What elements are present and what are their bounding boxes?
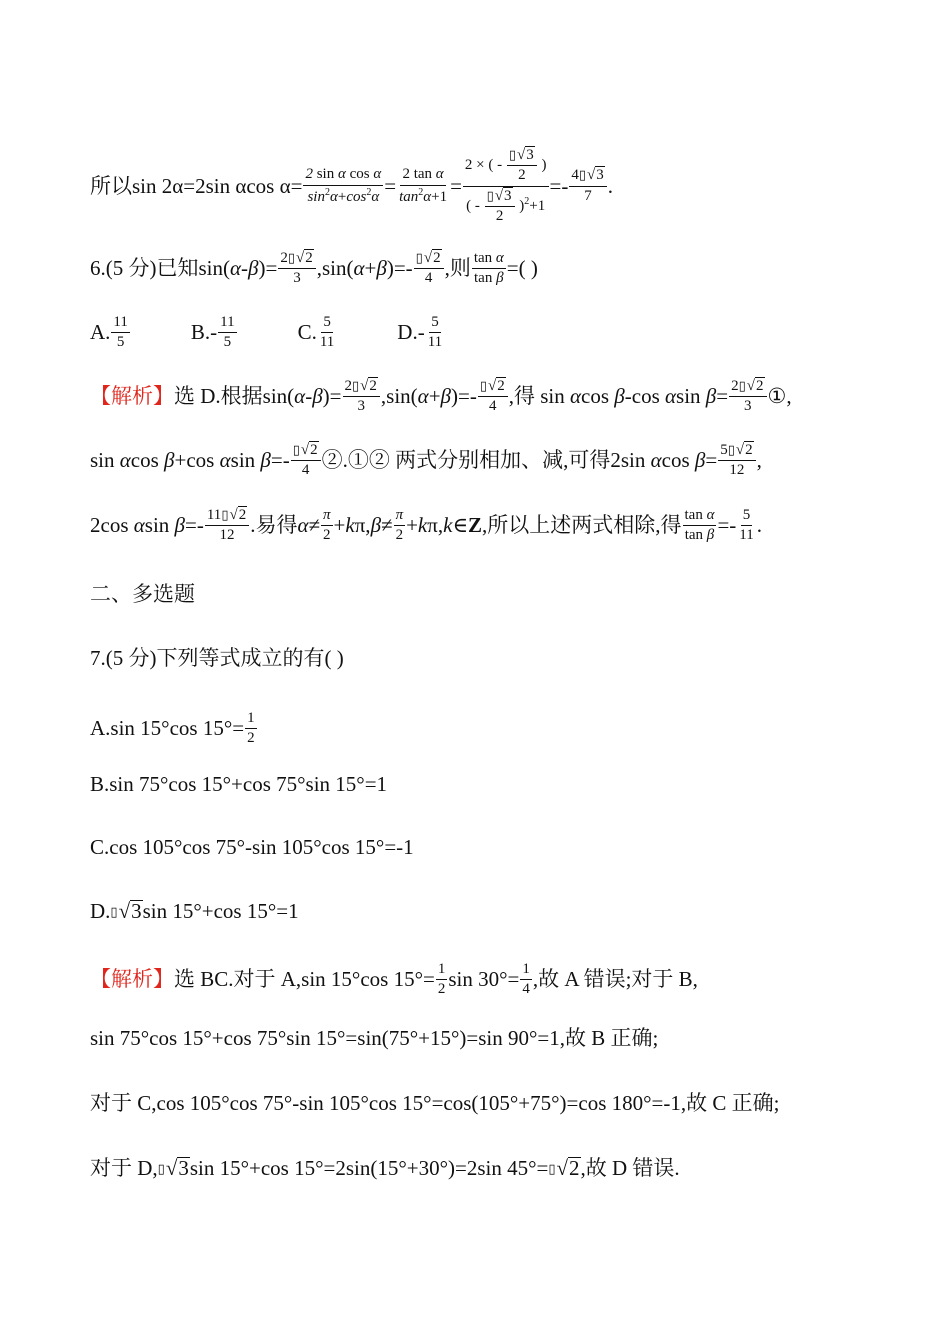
q7-option-d: D. ▯ √ 3 sin 15°+cos 15°=1 — [90, 898, 299, 923]
analysis-6-line-3: 2cos αsin β=- $\frac{11▯√2}{12}$ .易得 α ≠ $\frac{\pi}{2}$ +kπ,β≠ $\frac{\pi}{2}$ +kπ,k∈Z, 所以上述两式相除,得 $\frac{\text{tan α}}{\text{tan β}}$ =- $\frac{5}{11}$ . — [90, 507, 762, 544]
question-stem: 6.(5 分)已知 — [90, 256, 199, 281]
text: sin 15°+cos 15°=2sin(15°+30°)=2sin 45°= — [189, 1155, 549, 1180]
question-7 — [90, 648, 880, 669]
q7-option-b — [90, 774, 880, 795]
analysis-7-line-2 — [90, 1028, 880, 1049]
option-d-label: D.- — [397, 320, 425, 345]
fraction: $\frac{4▯√3}{7}$ — [569, 167, 606, 205]
analysis-7-line-4: 对于 D, ▯ √ 3 sin 15°+cos 15°=2sin(15°+30°)=2sin 45°= ▯ √ 2 ,故 D 错误. — [90, 1155, 680, 1180]
option-a-label: A. — [90, 320, 111, 345]
text: ②.①② 两式分别相加、减,可得 — [321, 448, 611, 473]
text: 所以 — [90, 173, 132, 198]
analysis-6-line-2: sin αcos β+cos αsin β=- $\frac{▯√2}{4}$ ②.①② 两式分别相加、减,可得 2sin αcos β= $\frac{5▯√2}{12}$ , — [90, 442, 762, 479]
solution-line-1: 所以 sin 2α=2sin αcos α= $\frac{\text{2 sin α cos α}}{\sin^2\alpha+\cos^2\alpha}$ = $\frac{\text{2 tan α}}{\tan^2\alpha+1}$ = 2 × ( - $\frac{▯√3}{2}$ ) ( - $\frac{▯√3}{2}$ )$^2$+1 =- $\frac{4▯√3}{7}$ . — [90, 147, 613, 224]
math: sin 2α=2sin αcos α= — [132, 173, 303, 198]
analysis-label: 【解析】 — [90, 967, 174, 992]
section-heading: 二、多选题 — [90, 582, 195, 606]
analysis-label: 【解析】 — [90, 384, 174, 409]
fraction: $\frac{\text{2 tan α}}{\tan^2\alpha+1}$ — [399, 166, 448, 205]
q7-option-c — [90, 837, 880, 858]
question-tail: =( ) — [506, 256, 538, 281]
text: sin 30°= — [448, 967, 520, 992]
section-title — [90, 584, 880, 605]
option-text: B.sin 75°cos 15°+cos 75°sin 15°=1 — [90, 772, 388, 796]
option-b-label: B.- — [190, 320, 218, 345]
text: ,故 A 错误;对于 B, — [532, 967, 698, 992]
analysis-7-line-1: 【解析】 选 BC.对于 A,sin 15°cos 15°= $\frac{1}{2}$ sin 30°= $\frac{1}{4}$ ,故 A 错误;对于 B, — [90, 961, 698, 998]
fraction: 2 × ( - $\frac{▯√3}{2}$ ) ( - $\frac{▯√3}{2}$ )$^2$+1 — [464, 147, 547, 224]
q7-option-a: A.sin 15°cos 15°= $\frac{1}{2}$ — [90, 710, 255, 747]
fraction: $\frac{\text{2 sin α cos α}}{\sin^2\alpha+\cos^2\alpha}$ — [305, 166, 382, 205]
analysis-6-line-1: 【解析】 选 D.根据 sin(α-β)= $\frac{2▯√2}{3}$ ,sin(α+β)=- $\frac{▯√2}{4}$ ,得 sin αcos β-cos αsin β= $\frac{2▯√2}{3}$ ①, — [90, 378, 792, 415]
option-text: C.cos 105°cos 75°-sin 105°cos 15°=-1 — [90, 835, 414, 859]
options-6: A. $\frac{11}{5}$ B.- $\frac{11}{5}$ C. $\frac{5}{11}$ D.- $\frac{5}{11}$ — [90, 314, 443, 351]
analysis-7-line-3 — [90, 1093, 880, 1114]
question-6: 6.(5 分)已知 sin(α-β)= $\frac{2▯√2}{3}$ ,sin(α+β)=- $\frac{▯√2}{4}$ ,则 $\frac{\text{tan α}}{\text{tan β}}$ =( ) — [90, 250, 538, 287]
text: ,故 D 错误. — [580, 1155, 680, 1180]
text: 选 BC.对于 A,sin 15°cos 15°= — [174, 967, 435, 992]
text: sin 75°cos 15°+cos 75°sin 15°=sin(75°+15°)=sin 90°=1,故 B 正确; — [90, 1026, 659, 1050]
option-text: sin 15°+cos 15°=1 — [142, 898, 299, 923]
option-c-label: C. — [297, 320, 317, 345]
text: .易得 — [250, 513, 298, 538]
text: 选 D.根据 — [174, 384, 263, 409]
text: 对于 D, — [90, 1155, 158, 1180]
text: 对于 C,cos 105°cos 75°-sin 105°cos 15°=cos(105°+75°)=cos 180°=-1,故 C 正确; — [90, 1091, 780, 1115]
option-text: A.sin 15°cos 15°= — [90, 716, 245, 741]
question-stem: 7.(5 分)下列等式成立的有( ) — [90, 646, 344, 670]
text: 所以上述两式相除,得 — [487, 513, 682, 538]
